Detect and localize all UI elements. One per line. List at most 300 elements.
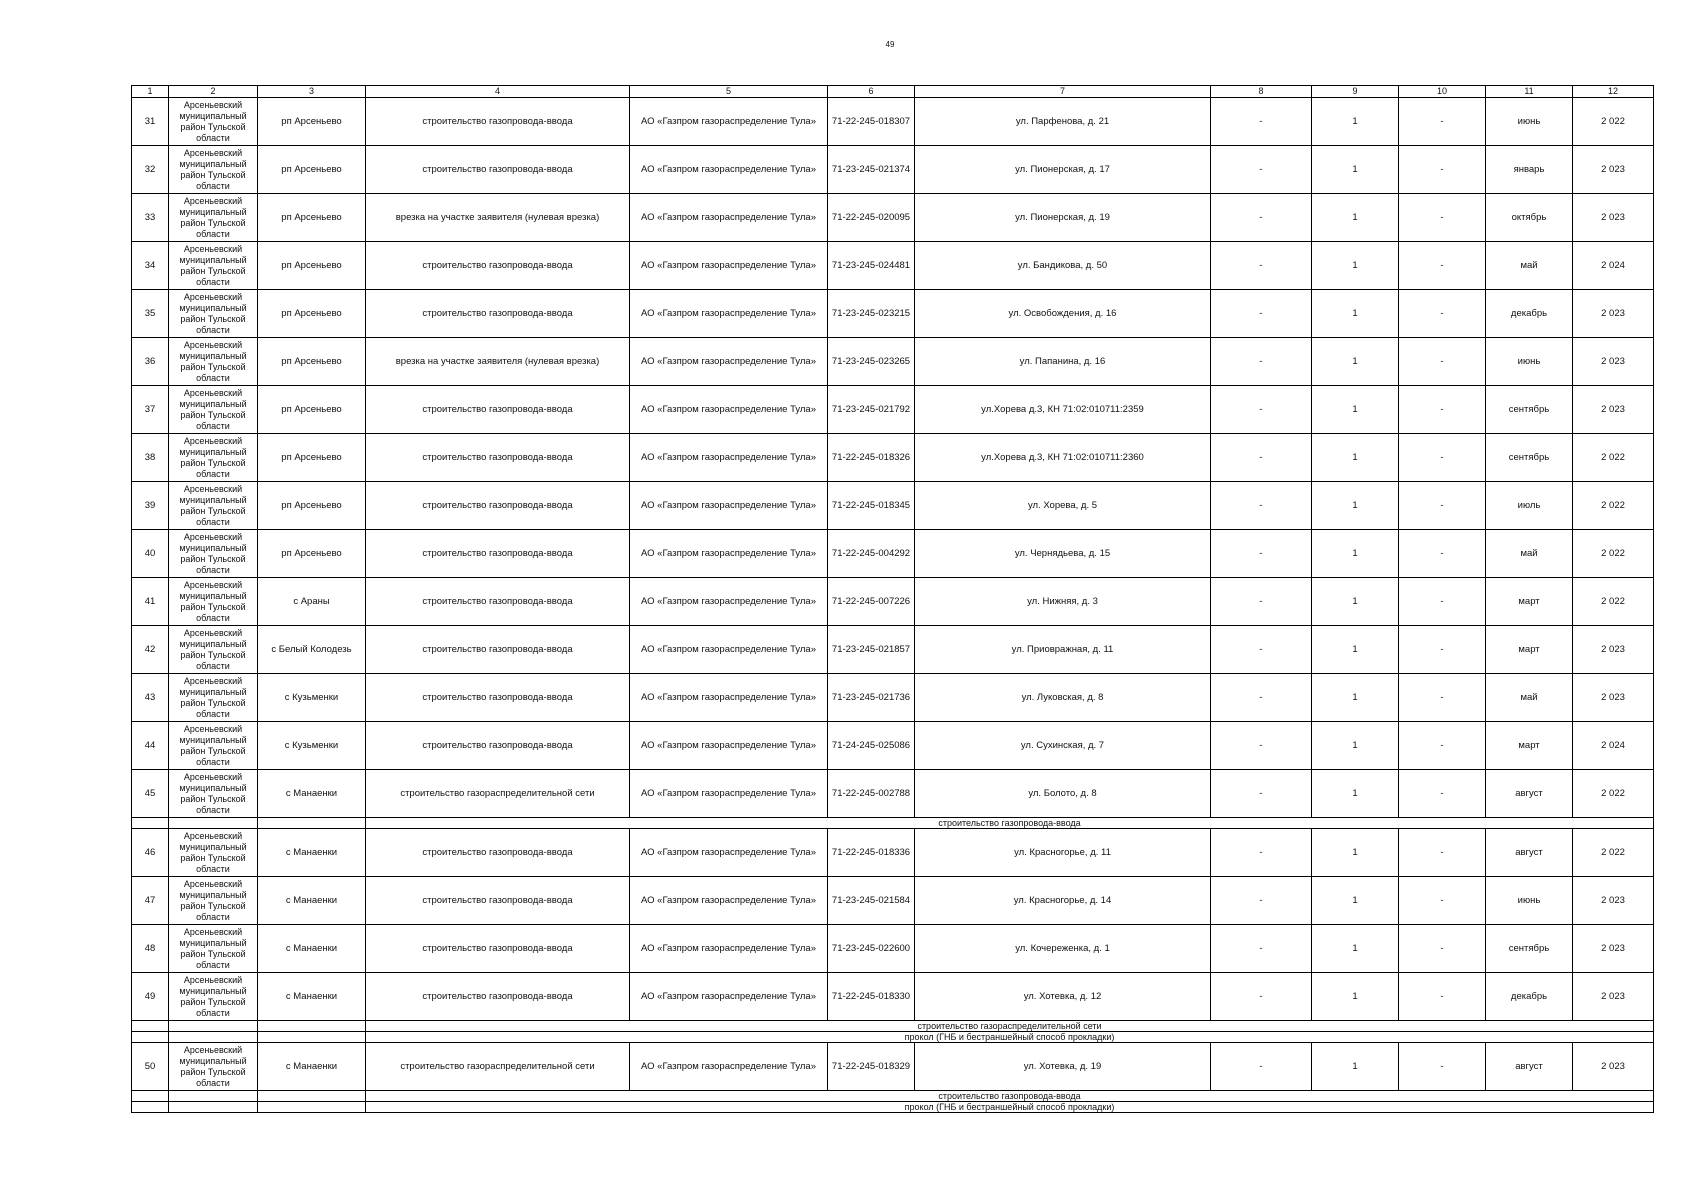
address-cell: ул. Чернядьева, д. 15 [915,530,1211,578]
quantity-cell: 1 [1312,1043,1399,1091]
column-8-cell: - [1211,722,1312,770]
work-type-cell: строительство газопровода-ввода [366,877,630,925]
note-cell: строительство газопровода-ввода [366,1091,1654,1102]
quantity-cell: 1 [1312,338,1399,386]
address-cell: ул. Бандикова, д. 50 [915,242,1211,290]
work-type-cell: строительство газопровода-ввода [366,242,630,290]
application-code-cell: 71-22-245-018336 [828,829,915,877]
table-row [132,877,1654,925]
address-cell: ул. Сухинская, д. 7 [915,722,1211,770]
column-10-cell: - [1399,973,1486,1021]
table-row [132,242,1654,290]
year-cell: 2 022 [1573,482,1654,530]
application-code-cell: 71-22-245-018307 [828,98,915,146]
quantity-cell: 1 [1312,674,1399,722]
table-row [132,674,1654,722]
operator-cell: АО «Газпром газораспределение Тула» [630,338,828,386]
column-number: 9 [1312,86,1399,98]
column-10-cell: - [1399,338,1486,386]
work-type-cell: строительство газораспределительной сети [366,1043,630,1091]
quantity-cell: 1 [1312,829,1399,877]
empty-cell [169,818,258,829]
quantity-cell: 1 [1312,482,1399,530]
column-8-cell: - [1211,973,1312,1021]
year-cell: 2 022 [1573,98,1654,146]
month-cell: март [1486,578,1573,626]
work-type-cell: строительство газораспределительной сети [366,770,630,818]
district-cell: Арсеньевский муниципальный район Тульской области [169,829,258,877]
application-code-cell: 71-23-245-021736 [828,674,915,722]
application-code-cell: 71-23-245-023265 [828,338,915,386]
column-10-cell: - [1399,434,1486,482]
column-number: 2 [169,86,258,98]
empty-cell [132,1032,169,1043]
settlement-cell: с Манаенки [258,1043,366,1091]
work-type-cell: строительство газопровода-ввода [366,578,630,626]
quantity-cell: 1 [1312,626,1399,674]
quantity-cell: 1 [1312,242,1399,290]
note-cell: строительство газопровода-ввода [366,818,1654,829]
month-cell: сентябрь [1486,434,1573,482]
column-10-cell: - [1399,98,1486,146]
month-cell: июнь [1486,338,1573,386]
table-row [132,925,1654,973]
year-cell: 2 023 [1573,194,1654,242]
column-8-cell: - [1211,146,1312,194]
settlement-cell: рп Арсеньево [258,530,366,578]
work-type-cell: врезка на участке заявителя (нулевая врезка) [366,338,630,386]
address-cell: ул. Хорева, д. 5 [915,482,1211,530]
settlement-cell: рп Арсеньево [258,338,366,386]
year-cell: 2 023 [1573,626,1654,674]
district-cell: Арсеньевский муниципальный район Тульской области [169,925,258,973]
table-row [132,194,1654,242]
year-cell: 2 023 [1573,338,1654,386]
application-code-cell: 71-23-245-022600 [828,925,915,973]
row-number: 50 [132,1043,169,1091]
district-cell: Арсеньевский муниципальный район Тульской области [169,877,258,925]
operator-cell: АО «Газпром газораспределение Тула» [630,290,828,338]
note-cell: строительство газораспределительной сети [366,1021,1654,1032]
column-number: 7 [915,86,1211,98]
settlement-cell: с Араны [258,578,366,626]
table-row [132,770,1654,818]
district-cell: Арсеньевский муниципальный район Тульской области [169,98,258,146]
address-cell: ул. Освобождения, д. 16 [915,290,1211,338]
district-cell: Арсеньевский муниципальный район Тульской области [169,482,258,530]
district-cell: Арсеньевский муниципальный район Тульской области [169,242,258,290]
note-row [132,1091,1654,1102]
work-type-cell: строительство газопровода-ввода [366,925,630,973]
settlement-cell: рп Арсеньево [258,242,366,290]
work-type-cell: строительство газопровода-ввода [366,386,630,434]
row-number: 34 [132,242,169,290]
application-code-cell: 71-23-245-021792 [828,386,915,434]
column-8-cell: - [1211,482,1312,530]
address-cell: ул. Луковская, д. 8 [915,674,1211,722]
settlement-cell: с Кузьменки [258,674,366,722]
table-row [132,626,1654,674]
quantity-cell: 1 [1312,530,1399,578]
column-8-cell: - [1211,194,1312,242]
column-10-cell: - [1399,482,1486,530]
row-number: 48 [132,925,169,973]
quantity-cell: 1 [1312,722,1399,770]
application-code-cell: 71-22-245-018326 [828,434,915,482]
district-cell: Арсеньевский муниципальный район Тульской области [169,338,258,386]
year-cell: 2 024 [1573,722,1654,770]
work-type-cell: строительство газопровода-ввода [366,482,630,530]
district-cell: Арсеньевский муниципальный район Тульской области [169,674,258,722]
work-type-cell: строительство газопровода-ввода [366,973,630,1021]
operator-cell: АО «Газпром газораспределение Тула» [630,146,828,194]
month-cell: январь [1486,146,1573,194]
row-number: 49 [132,973,169,1021]
address-cell: ул. Красногорье, д. 11 [915,829,1211,877]
application-code-cell: 71-23-245-024481 [828,242,915,290]
column-8-cell: - [1211,98,1312,146]
operator-cell: АО «Газпром газораспределение Тула» [630,877,828,925]
address-cell: ул. Болото, д. 8 [915,770,1211,818]
month-cell: июнь [1486,98,1573,146]
column-8-cell: - [1211,770,1312,818]
row-number: 43 [132,674,169,722]
application-code-cell: 71-22-245-018345 [828,482,915,530]
column-10-cell: - [1399,578,1486,626]
year-cell: 2 022 [1573,770,1654,818]
operator-cell: АО «Газпром газораспределение Тула» [630,770,828,818]
application-code-cell: 71-22-245-018330 [828,973,915,1021]
column-number: 12 [1573,86,1654,98]
column-10-cell: - [1399,877,1486,925]
month-cell: август [1486,829,1573,877]
column-8-cell: - [1211,578,1312,626]
year-cell: 2 023 [1573,877,1654,925]
settlement-cell: с Манаенки [258,973,366,1021]
operator-cell: АО «Газпром газораспределение Тула» [630,626,828,674]
address-cell: ул. Пионерская, д. 17 [915,146,1211,194]
work-type-cell: врезка на участке заявителя (нулевая врезка) [366,194,630,242]
empty-cell [169,1091,258,1102]
empty-cell [169,1032,258,1043]
operator-cell: АО «Газпром газораспределение Тула» [630,973,828,1021]
month-cell: сентябрь [1486,925,1573,973]
column-8-cell: - [1211,434,1312,482]
settlement-cell: с Манаенки [258,770,366,818]
row-number: 32 [132,146,169,194]
operator-cell: АО «Газпром газораспределение Тула» [630,242,828,290]
settlement-cell: с Кузьменки [258,722,366,770]
table-row [132,973,1654,1021]
work-type-cell: строительство газопровода-ввода [366,434,630,482]
column-number: 5 [630,86,828,98]
district-cell: Арсеньевский муниципальный район Тульской области [169,626,258,674]
settlement-cell: с Белый Колодезь [258,626,366,674]
note-row [132,818,1654,829]
table-row [132,290,1654,338]
application-code-cell: 71-23-245-023215 [828,290,915,338]
column-number: 10 [1399,86,1486,98]
address-cell: ул. Парфенова, д. 21 [915,98,1211,146]
work-type-cell: строительство газопровода-ввода [366,626,630,674]
district-cell: Арсеньевский муниципальный район Тульской области [169,578,258,626]
register-body [132,98,1654,1113]
operator-cell: АО «Газпром газораспределение Тула» [630,98,828,146]
application-code-cell: 71-22-245-002788 [828,770,915,818]
empty-cell [258,1021,366,1032]
empty-cell [169,1102,258,1113]
settlement-cell: рп Арсеньево [258,290,366,338]
month-cell: август [1486,770,1573,818]
note-cell: прокол (ГНБ и бестраншейный способ прокладки) [366,1102,1654,1113]
address-cell: ул. Пионерская, д. 19 [915,194,1211,242]
district-cell: Арсеньевский муниципальный район Тульской области [169,530,258,578]
settlement-cell: рп Арсеньево [258,434,366,482]
row-number: 46 [132,829,169,877]
quantity-cell: 1 [1312,194,1399,242]
note-row [132,1102,1654,1113]
district-cell: Арсеньевский муниципальный район Тульской области [169,434,258,482]
row-number: 36 [132,338,169,386]
quantity-cell: 1 [1312,973,1399,1021]
table-row [132,530,1654,578]
month-cell: май [1486,530,1573,578]
empty-cell [132,818,169,829]
year-cell: 2 022 [1573,434,1654,482]
year-cell: 2 022 [1573,530,1654,578]
column-10-cell: - [1399,242,1486,290]
table-row [132,146,1654,194]
empty-cell [258,1032,366,1043]
column-8-cell: - [1211,674,1312,722]
month-cell: май [1486,242,1573,290]
work-type-cell: строительство газопровода-ввода [366,146,630,194]
column-10-cell: - [1399,1043,1486,1091]
row-number: 41 [132,578,169,626]
application-code-cell: 71-23-245-021374 [828,146,915,194]
application-code-cell: 71-22-245-007226 [828,578,915,626]
settlement-cell: рп Арсеньево [258,98,366,146]
quantity-cell: 1 [1312,877,1399,925]
column-number-row [132,86,1654,98]
settlement-cell: рп Арсеньево [258,482,366,530]
column-8-cell: - [1211,829,1312,877]
settlement-cell: рп Арсеньево [258,386,366,434]
empty-cell [169,1021,258,1032]
address-cell: ул. Нижняя, д. 3 [915,578,1211,626]
column-10-cell: - [1399,194,1486,242]
year-cell: 2 023 [1573,386,1654,434]
operator-cell: АО «Газпром газораспределение Тула» [630,530,828,578]
column-number: 6 [828,86,915,98]
column-10-cell: - [1399,146,1486,194]
operator-cell: АО «Газпром газораспределение Тула» [630,386,828,434]
row-number: 37 [132,386,169,434]
quantity-cell: 1 [1312,770,1399,818]
table-row [132,1043,1654,1091]
work-type-cell: строительство газопровода-ввода [366,290,630,338]
month-cell: август [1486,1043,1573,1091]
settlement-cell: рп Арсеньево [258,194,366,242]
note-cell: прокол (ГНБ и бестраншейный способ прокладки) [366,1032,1654,1043]
address-cell: ул. Кочереженка, д. 1 [915,925,1211,973]
column-10-cell: - [1399,626,1486,674]
column-8-cell: - [1211,626,1312,674]
row-number: 40 [132,530,169,578]
note-row [132,1021,1654,1032]
year-cell: 2 022 [1573,578,1654,626]
table-row [132,578,1654,626]
district-cell: Арсеньевский муниципальный район Тульской области [169,146,258,194]
quantity-cell: 1 [1312,434,1399,482]
empty-cell [258,1102,366,1113]
district-cell: Арсеньевский муниципальный район Тульской области [169,194,258,242]
district-cell: Арсеньевский муниципальный район Тульской области [169,290,258,338]
column-8-cell: - [1211,925,1312,973]
table-row [132,829,1654,877]
table-row [132,482,1654,530]
column-10-cell: - [1399,386,1486,434]
operator-cell: АО «Газпром газораспределение Тула» [630,829,828,877]
settlement-cell: с Манаенки [258,829,366,877]
row-number: 39 [132,482,169,530]
row-number: 31 [132,98,169,146]
month-cell: июнь [1486,877,1573,925]
operator-cell: АО «Газпром газораспределение Тула» [630,482,828,530]
column-8-cell: - [1211,242,1312,290]
address-cell: ул.Хорева д.3, КН 71:02:010711:2359 [915,386,1211,434]
quantity-cell: 1 [1312,290,1399,338]
application-code-cell: 71-23-245-021857 [828,626,915,674]
address-cell: ул. Папанина, д. 16 [915,338,1211,386]
column-number: 1 [132,86,169,98]
month-cell: май [1486,674,1573,722]
column-10-cell: - [1399,829,1486,877]
operator-cell: АО «Газпром газораспределение Тула» [630,194,828,242]
year-cell: 2 023 [1573,290,1654,338]
empty-cell [132,1091,169,1102]
column-number: 11 [1486,86,1573,98]
address-cell: ул. Хотевка, д. 19 [915,1043,1211,1091]
year-cell: 2 022 [1573,829,1654,877]
operator-cell: АО «Газпром газораспределение Тула» [630,1043,828,1091]
column-8-cell: - [1211,338,1312,386]
month-cell: сентябрь [1486,386,1573,434]
year-cell: 2 023 [1573,925,1654,973]
operator-cell: АО «Газпром газораспределение Тула» [630,925,828,973]
column-10-cell: - [1399,722,1486,770]
district-cell: Арсеньевский муниципальный район Тульской области [169,973,258,1021]
column-number: 4 [366,86,630,98]
column-8-cell: - [1211,530,1312,578]
empty-cell [132,1102,169,1113]
row-number: 42 [132,626,169,674]
column-8-cell: - [1211,1043,1312,1091]
row-number: 45 [132,770,169,818]
application-code-cell: 71-22-245-020095 [828,194,915,242]
operator-cell: АО «Газпром газораспределение Тула» [630,674,828,722]
row-number: 35 [132,290,169,338]
table-row [132,722,1654,770]
column-10-cell: - [1399,674,1486,722]
address-cell: ул. Приовражная, д. 11 [915,626,1211,674]
quantity-cell: 1 [1312,578,1399,626]
empty-cell [258,818,366,829]
district-cell: Арсеньевский муниципальный район Тульской области [169,770,258,818]
quantity-cell: 1 [1312,925,1399,973]
work-type-cell: строительство газопровода-ввода [366,722,630,770]
month-cell: март [1486,722,1573,770]
work-type-cell: строительство газопровода-ввода [366,829,630,877]
column-number: 8 [1211,86,1312,98]
register-table [131,85,1654,1113]
year-cell: 2 023 [1573,1043,1654,1091]
address-cell: ул.Хорева д.3, КН 71:02:010711:2360 [915,434,1211,482]
row-number: 38 [132,434,169,482]
table-row [132,434,1654,482]
empty-cell [258,1091,366,1102]
column-number: 3 [258,86,366,98]
year-cell: 2 023 [1573,973,1654,1021]
empty-cell [132,1021,169,1032]
year-cell: 2 023 [1573,674,1654,722]
application-code-cell: 71-22-245-018329 [828,1043,915,1091]
month-cell: декабрь [1486,973,1573,1021]
operator-cell: АО «Газпром газораспределение Тула» [630,722,828,770]
table-row [132,338,1654,386]
year-cell: 2 023 [1573,146,1654,194]
work-type-cell: строительство газопровода-ввода [366,98,630,146]
row-number: 33 [132,194,169,242]
page-number: 49 [885,40,895,49]
district-cell: Арсеньевский муниципальный район Тульской области [169,1043,258,1091]
work-type-cell: строительство газопровода-ввода [366,530,630,578]
year-cell: 2 024 [1573,242,1654,290]
application-code-cell: 71-22-245-004292 [828,530,915,578]
column-8-cell: - [1211,877,1312,925]
district-cell: Арсеньевский муниципальный район Тульской области [169,386,258,434]
month-cell: июль [1486,482,1573,530]
settlement-cell: рп Арсеньево [258,146,366,194]
application-code-cell: 71-23-245-021584 [828,877,915,925]
column-10-cell: - [1399,770,1486,818]
settlement-cell: с Манаенки [258,925,366,973]
month-cell: март [1486,626,1573,674]
row-number: 44 [132,722,169,770]
settlement-cell: с Манаенки [258,877,366,925]
work-type-cell: строительство газопровода-ввода [366,674,630,722]
address-cell: ул. Красногорье, д. 14 [915,877,1211,925]
month-cell: октябрь [1486,194,1573,242]
column-8-cell: - [1211,290,1312,338]
column-8-cell: - [1211,386,1312,434]
operator-cell: АО «Газпром газораспределение Тула» [630,434,828,482]
column-10-cell: - [1399,925,1486,973]
address-cell: ул. Хотевка, д. 12 [915,973,1211,1021]
table-row [132,98,1654,146]
column-10-cell: - [1399,290,1486,338]
quantity-cell: 1 [1312,146,1399,194]
quantity-cell: 1 [1312,98,1399,146]
row-number: 47 [132,877,169,925]
district-cell: Арсеньевский муниципальный район Тульской области [169,722,258,770]
column-10-cell: - [1399,530,1486,578]
quantity-cell: 1 [1312,386,1399,434]
operator-cell: АО «Газпром газораспределение Тула» [630,578,828,626]
month-cell: декабрь [1486,290,1573,338]
application-code-cell: 71-24-245-025086 [828,722,915,770]
table-row [132,386,1654,434]
